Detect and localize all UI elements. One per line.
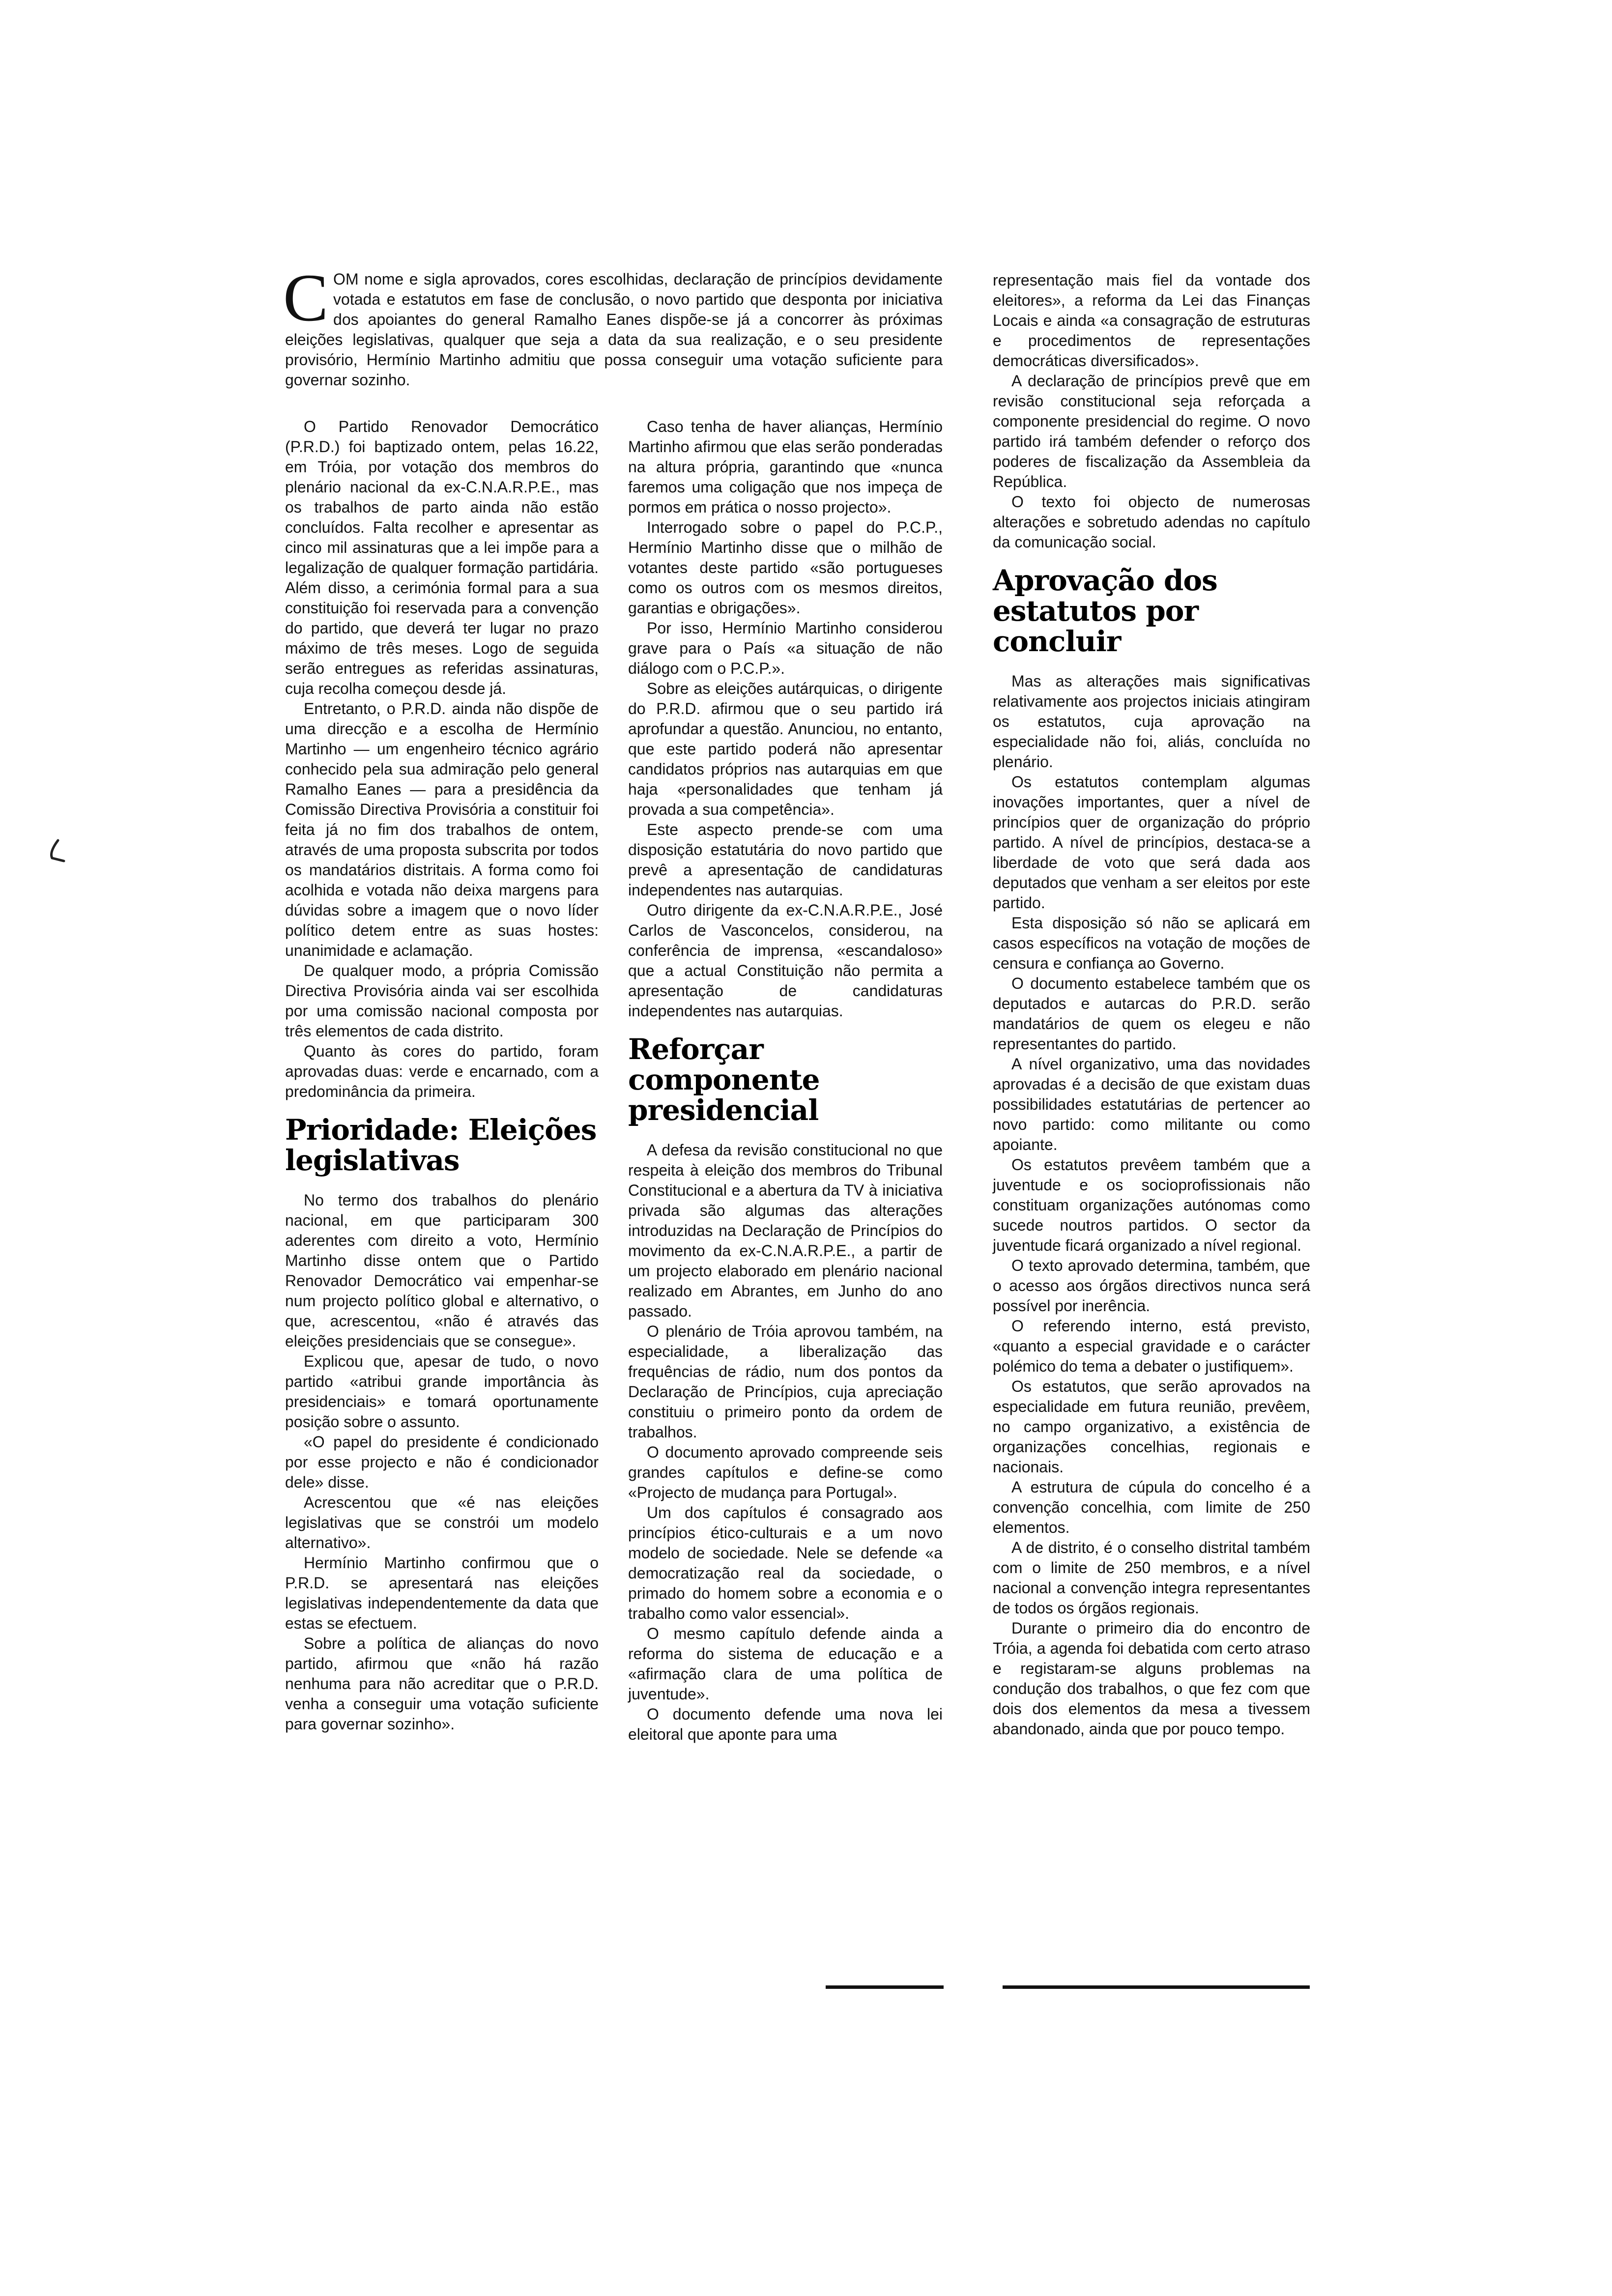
end-rule-left bbox=[826, 1985, 944, 1989]
paragraph: Os estatutos prevêem também que a juventude e os socioprofissionais não constituam organizações autónomas como sucede noutros partidos. O sector da juventude ficará organizado a nível regional. bbox=[993, 1156, 1310, 1254]
paragraph: O mesmo capítulo defende ainda a reforma do sistema de educação e a «afirmação clara de uma política de juventude». bbox=[628, 1625, 943, 1703]
paragraph: Entretanto, o P.R.D. ainda não dispõe de uma direcção e a escolha de Hermínio Martinho — um engenheiro técnico agrário conhecido pela sua admiração pelo general Ramalho Eanes — para a presidência da Comissão Directiva Provisória a constituir foi feita já no fim dos trabalhos de ontem, através de uma proposta subscrita por todos os mandatários distritais. A forma como foi acolhida e votada não deixa margens para dúvidas sobre a imagem que o novo líder político detem entre as suas hostes: unanimidade e aclamação. bbox=[285, 700, 599, 959]
column-3 bbox=[993, 270, 1310, 1739]
paragraph: Interrogado sobre o papel do P.C.P., Hermínio Martinho disse que o milhão de votantes deste partido «são portugueses como os outros com os mesmos direitos, garantias e obrigações». bbox=[628, 518, 943, 617]
end-rule-right bbox=[1003, 1985, 1310, 1989]
paragraph: A estrutura de cúpula do concelho é a convenção concelhia, com limite de 250 elementos. bbox=[993, 1478, 1310, 1536]
paragraph: Hermínio Martinho confirmou que o P.R.D. se apresentará nas eleições legislativas independentemente da data que estas se efectuem. bbox=[285, 1554, 599, 1632]
column-1 bbox=[285, 417, 599, 1734]
paragraph: O documento estabelece também que os deputados e autarcas do P.R.D. serão mandatários de quem os elegeu e não representantes do partido. bbox=[993, 975, 1310, 1053]
paragraph: Os estatutos, que serão aprovados na especialidade em futura reunião, prevêem, no campo organizativo, a existência de organizações concelhias, regionais e nacionais. bbox=[993, 1378, 1310, 1476]
paragraph: O texto foi objecto de numerosas alterações e sobretudo adendas no capítulo da comunicação social. bbox=[993, 493, 1310, 551]
drop-cap: C bbox=[283, 260, 329, 335]
paragraph: Acrescentou que «é nas eleições legislativas que se constrói um modelo alternativo». bbox=[285, 1493, 599, 1551]
paragraph: Sobre as eleições autárquicas, o dirigente do P.R.D. afirmou que o seu partido irá aprofundar a questão. Anunciou, no entanto, que este partido poderá não apresentar candidatos próprios nas autarquias em que haja «personalidades que tenham já provada a sua competência». bbox=[628, 680, 943, 818]
paragraph: Durante o primeiro dia do encontro de Tróia, a agenda foi debatida com certo atraso e registaram-se alguns problemas na condução dos trabalhos, o que fez com que dois dos elementos da mesa a tivessem abandonado, ainda que por pouco tempo. bbox=[993, 1619, 1310, 1738]
lead-paragraph bbox=[283, 260, 943, 390]
paragraph: O texto aprovado determina, também, que o acesso aos órgãos directivos nunca será possível por inerência. bbox=[993, 1257, 1310, 1315]
paragraph: Por isso, Hermínio Martinho considerou grave para o País «a situação de não diálogo com o P.C.P.». bbox=[628, 619, 943, 677]
paragraph: «O papel do presidente é condicionado por esse projecto e não é condicionador dele» disse. bbox=[285, 1433, 599, 1491]
paragraph: A defesa da revisão constitucional no que respeita à eleição dos membros do Tribunal Constitucional e a abertura da TV à iniciativa privada são algumas das alterações introduzidas na Declaração de Princípios do movimento da ex-C.N.A.R.P.E., a partir de um projecto elaborado em plenário nacional realizado em Abrantes, em Junho do ano passado. bbox=[628, 1141, 943, 1320]
paragraph: A nível organizativo, uma das novidades aprovadas é a decisão de que existam duas possibilidades estatutárias de pertencer ao novo partido: como militante ou como apoiante. bbox=[993, 1055, 1310, 1153]
subheading-aprovacao: Aprovação dos estatutos por concluir bbox=[993, 564, 1217, 658]
paragraph: Esta disposição só não se aplicará em casos específicos na votação de moções de censura e confiança ao Governo. bbox=[993, 914, 1310, 972]
paragraph: No termo dos trabalhos do plenário nacional, em que participaram 300 aderentes com direito a voto, Hermínio Martinho disse ontem que o Partido Renovador Democrático vai empenhar-se num projecto político global e alternativo, o que, acrescentou, «não é através das eleições presidenciais que se consegue». bbox=[285, 1191, 599, 1350]
paragraph: Caso tenha de haver alianças, Hermínio Martinho afirmou que elas serão ponderadas na altura própria, garantindo que «nunca faremos uma coligação que nos impeça de pormos em prática o nosso projecto». bbox=[628, 418, 943, 516]
paragraph: O referendo interno, está previsto, «quanto a especial gravidade e o carácter polémico do tema a debater o justifiquem». bbox=[993, 1317, 1310, 1375]
paragraph: O documento defende uma nova lei eleitoral que aponte para uma bbox=[628, 1705, 943, 1743]
lead-text: OM nome e sigla aprovados, cores escolhidas, declaração de princípios devidamente votada e estatutos em fase de conclusão, o novo partido que desponta por iniciativa dos apoiantes do general Ramalho Eanes dispõe-se já a concorrer às próximas eleições legislativas, qualquer que seja a data da sua realização, e o seu presidente provisório, Hermínio Martinho admitiu que possa conseguir uma votação suficiente para governar sozinho. bbox=[285, 270, 943, 389]
paragraph: Quanto às cores do partido, foram aprovadas duas: verde e encarnado, com a predominância da primeira. bbox=[285, 1042, 599, 1100]
paragraph: A declaração de princípios prevê que em revisão constitucional seja reforçada a componente presidencial do regime. O novo partido irá também defender o reforço dos poderes de fiscalização da Assembleia da República. bbox=[993, 372, 1310, 490]
paragraph: O documento aprovado compreende seis grandes capítulos e define-se como «Projecto de mudança para Portugal». bbox=[628, 1443, 943, 1501]
paragraph: Um dos capítulos é consagrado aos princípios ético-culturais e a um novo modelo de sociedade. Nele se defende «a democratização real da sociedade, o primado do homem sobre a economia e o trabalho como valor essencial». bbox=[628, 1504, 943, 1622]
column-2 bbox=[628, 417, 943, 1745]
paragraph: De qualquer modo, a própria Comissão Directiva Provisória ainda vai ser escolhida por uma comissão nacional composta por três elementos de cada distrito. bbox=[285, 962, 599, 1040]
paragraph: A de distrito, é o conselho distrital também com o limite de 250 membros, e a nível nacional a convenção integra representantes de todos os órgãos regionais. bbox=[993, 1539, 1310, 1617]
paragraph: O plenário de Tróia aprovou também, na especialidade, a liberalização das frequências de rádio, num dos pontos da Declaração de Princípios, cuja apreciação constituiu o primeiro ponto da ordem de trabalhos. bbox=[628, 1322, 943, 1441]
paragraph: Sobre a política de alianças do novo partido, afirmou que «não há razão nenhuma para não acreditar que o P.R.D. venha a conseguir uma votação suficiente para governar sozinho». bbox=[285, 1635, 599, 1733]
subheading-reforcar: Reforçar componente presidencial bbox=[628, 1033, 820, 1127]
paragraph: Este aspecto prende-se com uma disposição estatutária do novo partido que prevê a apresentação de candidaturas independentes nas autarquias. bbox=[628, 821, 943, 899]
paragraph: Explicou que, apesar de tudo, o novo partido «atribui grande importância às presidenciais» e tomará oportunamente posição sobre o assunto. bbox=[285, 1352, 599, 1431]
paragraph: Outro dirigente da ex-C.N.A.R.P.E., José Carlos de Vasconcelos, considerou, na conferência de imprensa, «escandaloso» que a actual Constituição não permita a apresentação de candidaturas independentes nas autarquias. bbox=[628, 901, 943, 1020]
scan-mark-icon bbox=[47, 838, 67, 863]
subheading-prioridade: Prioridade: Eleições legislativas bbox=[285, 1113, 597, 1177]
paragraph: O Partido Renovador Democrático (P.R.D.) foi baptizado ontem, pelas 16.22, em Tróia, por votação dos membros do plenário nacional da ex-C.N.A.R.P.E., mas os trabalhos de parto ainda não estão concluídos. Falta recolher e apresentar as cinco mil assinaturas que a lei impõe para a legalização de qualquer formação partidária. Além disso, a cerimónia formal para a sua constituição foi reservada para a convenção do partido, que deverá ter lugar no prazo máximo de três meses. Logo de seguida serão entregues as referidas assinaturas, cuja recolha começou desde já. bbox=[285, 418, 599, 697]
paragraph: representação mais fiel da vontade dos eleitores», a reforma da Lei das Finanças Locais e ainda «a consagração de estruturas e procedimentos de representações democráticas diversificados». bbox=[993, 271, 1310, 370]
paragraph: Mas as alterações mais significativas relativamente aos projectos iniciais atingiram os estatutos, cuja aprovação na especialidade não foi, aliás, concluída no plenário. bbox=[993, 672, 1310, 771]
paragraph: Os estatutos contemplam algumas inovações importantes, quer a nível de princípios quer de organização do próprio partido. A nível de princípios, destaca-se a liberdade de voto que será dada aos deputados que venham a ser eleitos por este partido. bbox=[993, 773, 1310, 912]
